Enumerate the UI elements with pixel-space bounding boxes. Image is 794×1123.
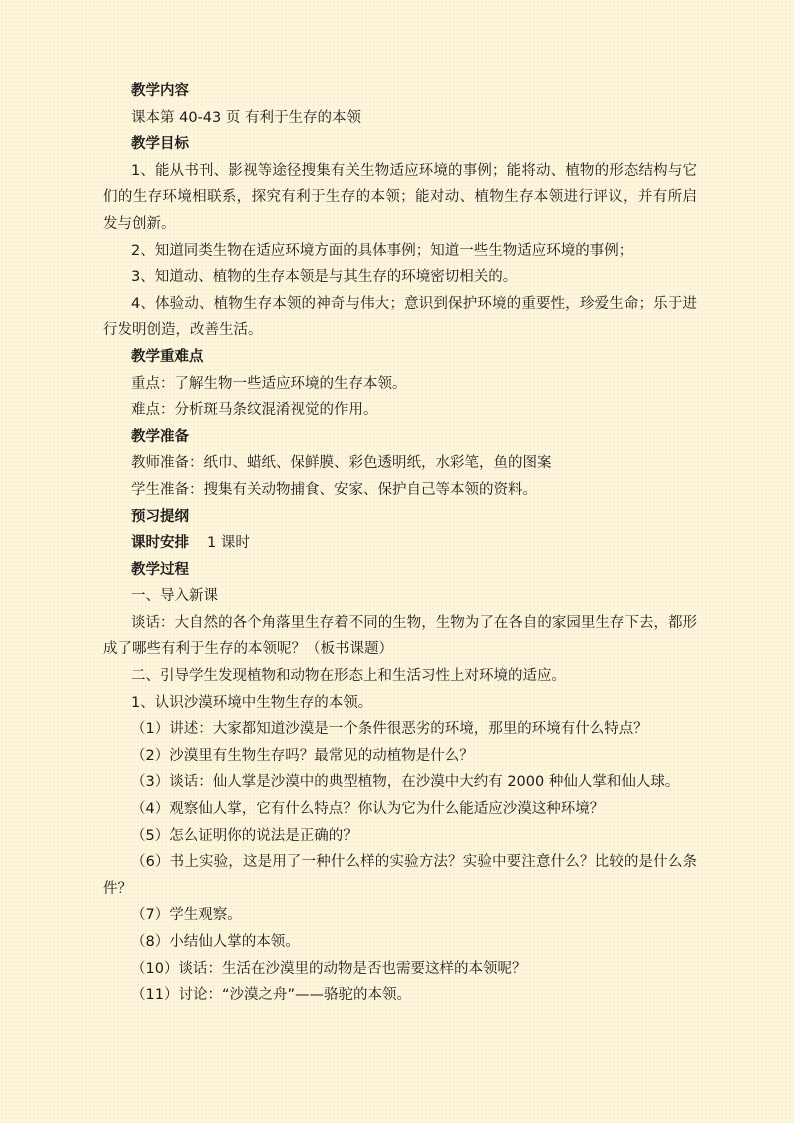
heading-schedule: 课时安排 <box>131 535 189 552</box>
process-11: （7）学生观察。 <box>131 907 242 924</box>
process-1: 一、导入新课 <box>131 588 218 605</box>
content-text: 课本第 40-43 页 有利于生存的本领 <box>131 109 361 126</box>
student-preparation: 学生准备：搜集有关动物捕食、安家、保护自己等本领的资料。 <box>131 481 537 498</box>
goal-2: 2、知道同类生物在适应环境方面的具体事例；知道一些生物适应环境的事例； <box>131 242 634 259</box>
heading-preview: 预习提纲 <box>131 508 189 525</box>
process-13: （10）谈话：生活在沙漠里的动物是否也需要这样的本领呢？ <box>131 960 527 977</box>
goal-3: 3、知道动、植物的生存本领是与其生存的环境密切相关的。 <box>131 269 518 286</box>
heading-key-points: 教学重难点 <box>131 348 204 365</box>
key-point: 重点：了解生物一些适应环境的生存本领。 <box>131 375 407 392</box>
process-10: （6）书上实验，这是用了一种什么样的实验方法？实验中要注意什么？比较的是什么条件？ <box>103 854 697 897</box>
lesson-plan-page <box>103 78 697 1009</box>
schedule-value: 1 课时 <box>207 535 250 552</box>
heading-content: 教学内容 <box>131 83 189 99</box>
heading-process: 教学过程 <box>131 561 189 578</box>
process-8: （4）观察仙人掌，它有什么特点？你认为它为什么能适应沙漠这种环境？ <box>131 801 605 818</box>
goal-4: 4、体验动、植物生存本领的神奇与伟大；意识到保护环境的重要性，珍爱生命；乐于进行发明创造，改善生活。 <box>103 295 697 339</box>
process-7: （3）谈话：仙人掌是沙漠中的典型植物，在沙漠中大约有 2000 种仙人掌和仙人球。 <box>131 774 680 791</box>
process-6: （2）沙漠里有生物生存吗？最常见的动植物是什么？ <box>131 747 474 764</box>
process-2: 谈话：大自然的各个角落里生存着不同的生物，生物为了在各自的家园里生存下去，都形成了哪些有利于生存的本领呢？（板书课题） <box>103 614 697 658</box>
heading-goals: 教学目标 <box>131 136 189 153</box>
process-3: 二、引导学生发现植物和动物在形态上和生活习性上对环境的适应。 <box>131 668 566 685</box>
schedule-row <box>103 530 697 557</box>
process-12: （8）小结仙人掌的本领。 <box>131 934 300 950</box>
process-14: （11）讨论：“沙漠之舟”——骆驼的本领。 <box>131 987 411 1004</box>
process-9: （5）怎么证明你的说法是正确的？ <box>131 827 358 844</box>
heading-preparation: 教学准备 <box>131 428 189 445</box>
teacher-preparation: 教师准备：纸巾、蜡纸、保鲜膜、彩色透明纸，水彩笔，鱼的图案 <box>131 455 552 472</box>
goal-1: 1、能从书刊、影视等途径搜集有关生物适应环境的事例；能将动、植物的形态结构与它们的生存环境相联系，探究有利于生存的本领；能对动、植物生存本领进行评议，并有所启发与创新。 <box>103 162 697 232</box>
process-5: （1）讲述：大家都知道沙漠是一个条件很恶劣的环境，那里的环境有什么特点？ <box>131 721 648 738</box>
difficult-point: 难点：分析斑马条纹混淆视觉的作用。 <box>131 402 378 419</box>
process-4: 1、认识沙漠环境中生物生存的本领。 <box>131 694 373 711</box>
